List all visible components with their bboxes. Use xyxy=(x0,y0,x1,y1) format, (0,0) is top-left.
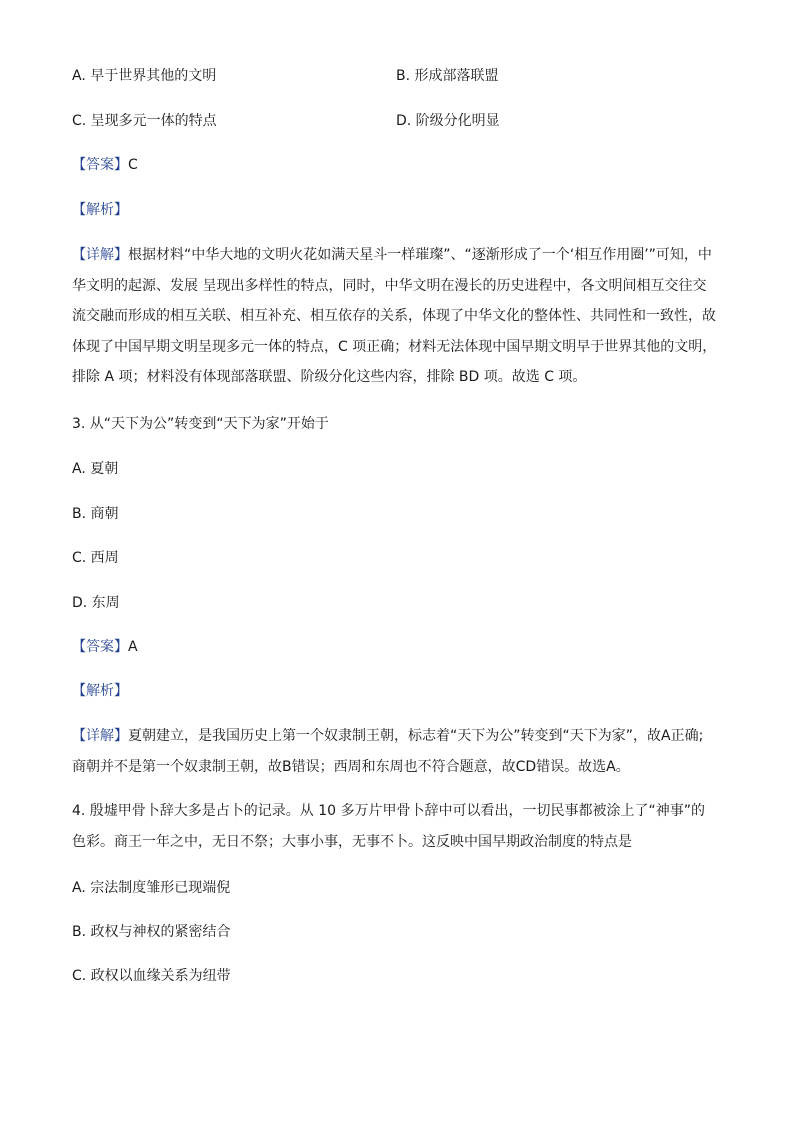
q4-option-c: C. 政权以血缘关系为纽带 xyxy=(72,968,231,984)
q2-answer xyxy=(72,155,138,175)
q2-option-c: C. 呈现多元一体的特点 xyxy=(72,113,217,129)
analysis-tag: 【解析】 xyxy=(72,202,128,218)
answer-value: A xyxy=(128,639,138,655)
question-line: 色彩。商王一年之中，无日不祭；大事小事，无事不卜。这反映中国早期政治制度的特点是 xyxy=(72,833,632,850)
q3-option-c: C. 西周 xyxy=(72,550,119,566)
q2-detail xyxy=(72,240,724,393)
q3-option-b: B. 商朝 xyxy=(72,506,119,522)
detail-tag: 【详解】 xyxy=(72,728,128,744)
q2-option-d: D. 阶级分化明显 xyxy=(396,113,500,129)
answer-tag: 【答案】 xyxy=(72,157,128,173)
detail-line: 【详解】根据材料“中华大地的文明火花如满天星斗一样璀璨”、“逐渐形成了一个‘相互作用圈’”可知，中 xyxy=(72,247,712,263)
detail-line: 排除 A 项；材料没有体现部落联盟、阶级分化这些内容，排除 BD 项。故选 C 项。 xyxy=(72,369,587,385)
answer-tag: 【答案】 xyxy=(72,639,128,655)
q3-answer xyxy=(72,637,138,657)
detail-tag: 【详解】 xyxy=(72,247,128,263)
q3-analysis-tag xyxy=(72,681,128,701)
q4-option-a: A. 宗法制度雏形已现端倪 xyxy=(72,880,231,896)
q3-detail xyxy=(72,721,724,782)
q3-option-d: D. 东周 xyxy=(72,595,120,611)
q3-question: 3. 从“天下为公”转变到“天下为家”开始于 xyxy=(72,416,329,432)
question-line: 4. 殷墟甲骨卜辞大多是占卜的记录。从 10 多万片甲骨卜辞中可以看出，一切民事都被涂上了“神事”的 xyxy=(72,803,706,819)
detail-line: 流交融而形成的相互关联、相互补充、相互依存的关系，体现了中华文化的整体性、共同性和一致性，故 xyxy=(72,308,716,324)
detail-line: 华文明的起源、发展 呈现出多样性的特点，同时，中华文明在漫长的历史进程中，各文明间相互交往交 xyxy=(72,277,707,294)
q3-option-a: A. 夏朝 xyxy=(72,461,119,477)
q2-analysis-tag xyxy=(72,200,128,220)
analysis-tag: 【解析】 xyxy=(72,683,128,699)
detail-line: 【详解】夏朝建立，是我国历史上第一个奴隶制王朝，标志着“天下为公”转变到“天下为家”，故A正确; xyxy=(72,728,704,744)
detail-line: 体现了中国早期文明呈现多元一体的特点，C 项正确；材料无法体现中国早期文明早于世界其他的文明， xyxy=(72,338,717,355)
answer-value: C xyxy=(128,157,138,173)
q2-option-a: A. 早于世界其他的文明 xyxy=(72,68,217,84)
q4-question xyxy=(72,796,724,857)
q2-option-b: B. 形成部落联盟 xyxy=(396,68,499,84)
detail-line: 商朝并不是第一个奴隶制王朝，故B错误；西周和东周也不符合题意，故CD错误。故选A。 xyxy=(72,758,630,775)
q4-option-b: B. 政权与神权的紧密结合 xyxy=(72,924,231,940)
